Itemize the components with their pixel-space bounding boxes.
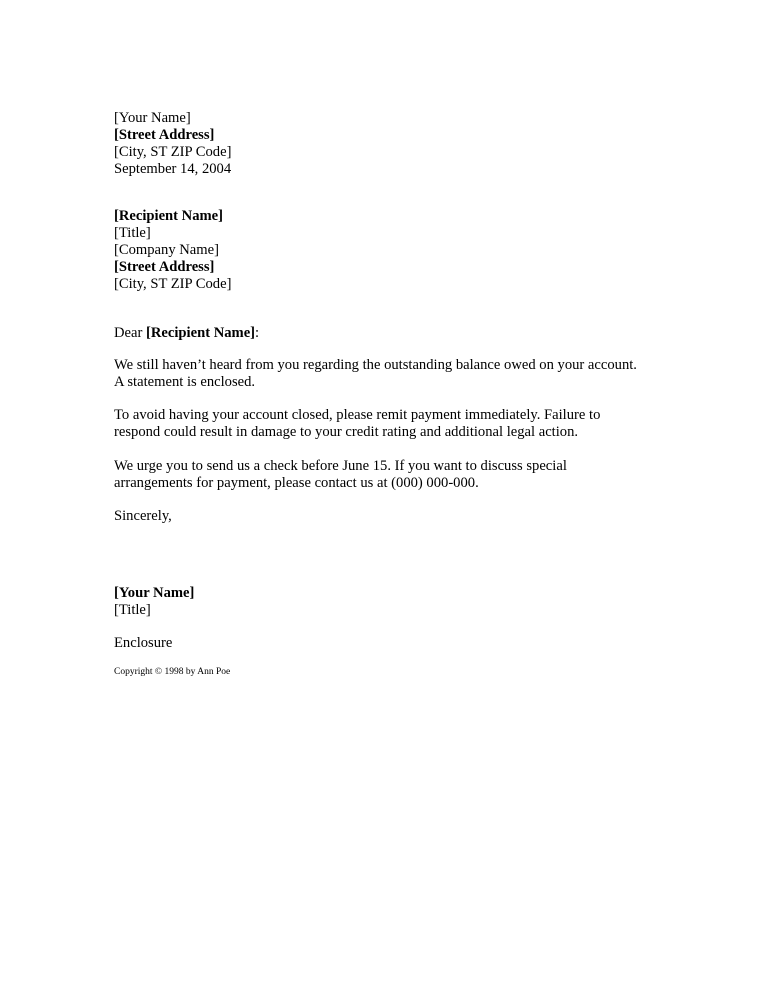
letter-date: September 14, 2004 bbox=[114, 161, 232, 177]
recipient-city: [City, ST ZIP Code] bbox=[114, 276, 232, 292]
paragraph-2-line-1: To avoid having your account closed, please remit payment immediately. Failure to bbox=[114, 407, 601, 423]
signature-block bbox=[114, 585, 714, 619]
body-paragraph-3 bbox=[114, 458, 714, 492]
salutation-prefix: Dear bbox=[114, 325, 147, 341]
body-paragraph-2 bbox=[114, 407, 714, 441]
enclosure bbox=[114, 635, 714, 652]
paragraph-3-line-1: We urge you to send us a check before June 15. If you want to discuss special bbox=[114, 458, 567, 474]
recipient-address bbox=[114, 208, 714, 293]
paragraph-1-line-1: We still haven’t heard from you regarding the outstanding balance owed on your account. bbox=[114, 357, 637, 373]
sender-street: [Street Address] bbox=[114, 127, 215, 143]
signature-name: [Your Name] bbox=[114, 585, 195, 601]
paragraph-2-line-2: respond could result in damage to your credit rating and additional legal action. bbox=[114, 424, 579, 440]
recipient-street: [Street Address] bbox=[114, 259, 215, 275]
paragraph-3-line-2: arrangements for payment, please contact us at (000) 000-000. bbox=[114, 475, 479, 491]
salutation-name: [Recipient Name] bbox=[146, 325, 256, 341]
recipient-name: [Recipient Name] bbox=[114, 208, 224, 224]
closing bbox=[114, 508, 714, 525]
recipient-title: [Title] bbox=[114, 225, 151, 241]
sender-address bbox=[114, 110, 714, 178]
signature-title: [Title] bbox=[114, 602, 151, 618]
enclosure-text: Enclosure bbox=[114, 635, 173, 651]
salutation bbox=[114, 325, 714, 342]
sender-name: [Your Name] bbox=[114, 110, 191, 126]
sender-city: [City, ST ZIP Code] bbox=[114, 144, 232, 160]
body-paragraph-1 bbox=[114, 357, 714, 391]
paragraph-1-line-2: A statement is enclosed. bbox=[114, 374, 256, 390]
copyright-notice: Copyright © 1998 by Ann Poe bbox=[114, 667, 231, 677]
closing-text: Sincerely, bbox=[114, 508, 172, 524]
salutation-suffix: : bbox=[255, 325, 260, 341]
recipient-company: [Company Name] bbox=[114, 242, 219, 258]
